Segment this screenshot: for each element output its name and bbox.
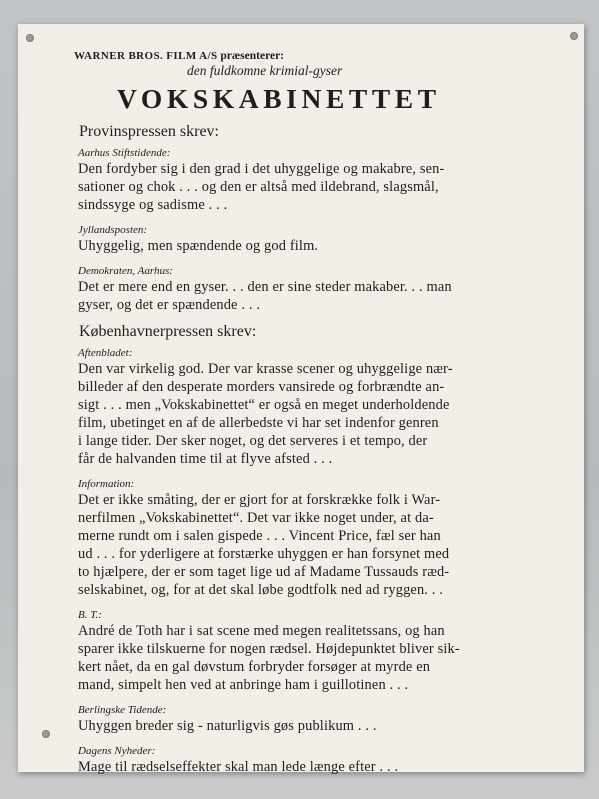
review-quote (78, 237, 560, 255)
quote-line: selskabinet, og, for at det skal løbe godtfolk ned ad ryggen. . . (78, 582, 444, 598)
review-quote (78, 758, 560, 776)
reviews-container (78, 122, 560, 776)
review-quote (78, 717, 560, 735)
pin-icon (570, 32, 578, 40)
quote-line: billeder af den desperate morders vansirede og forbrændte an- (78, 379, 445, 395)
review-quote (78, 491, 560, 599)
quote-line: sigt . . . men „Vokskabinettet“ er også en meget underholdende (78, 397, 450, 413)
review-source: B. T.: (78, 609, 102, 621)
quote-line: Mage til rædselseffekter skal man lede længe efter . . . (78, 759, 399, 775)
poster-title: VOKSKABINETTET (117, 83, 441, 114)
quote-line: film, ubetinget en af de allerbedste vi har set indenfor genren (78, 415, 439, 431)
review-quote (78, 622, 560, 694)
review-source: Aarhus Stiftstidende: (78, 147, 171, 159)
quote-line: ud . . . for yderligere at forstærke uhyggen er han forsynet med (78, 546, 450, 562)
review-source: Berlingske Tidende: (78, 704, 167, 716)
review-source: Demokraten, Aarhus: (78, 265, 173, 277)
review-source: Dagens Nyheder: (78, 745, 156, 757)
quote-line: Den var virkelig god. Der var krasse scener og uhyggelige nær- (78, 361, 453, 377)
quote-line: Den fordyber sig i den grad i det uhyggelige og makabre, sen- (78, 161, 445, 177)
review-quote (78, 160, 560, 214)
review-source: Information: (78, 478, 135, 490)
quote-line: sationer og chok . . . og den er altså med ildebrand, slagsmål, (78, 179, 439, 195)
review-quote (78, 360, 560, 468)
review-quote (78, 278, 560, 314)
presenter-suffix: præsenterer: (217, 50, 285, 62)
quote-line: Uhyggen breder sig - naturligvis gøs publikum . . . (78, 718, 377, 734)
section-heading: Provinspressen skrev: (79, 123, 219, 140)
quote-line: sindssyge og sadisme . . . (78, 197, 228, 213)
presenter-line (74, 49, 560, 63)
quote-line: Uhyggelig, men spændende og god film. (78, 238, 319, 254)
quote-line: Det er mere end en gyser. . . den er sine steder makaber. . . man (78, 279, 452, 295)
quote-line: kert nået, da en gal døvstum forbryder forsøger at myrde en (78, 659, 431, 675)
review-source: Aftenbladet: (78, 347, 133, 359)
section-heading: Københavnerpressen skrev: (79, 323, 257, 340)
presenter-name: WARNER BROS. FILM A/S (74, 50, 218, 62)
pin-icon (42, 730, 50, 738)
poster-subtitle: den fuldkomne krimial-gyser (187, 63, 343, 78)
quote-line: Det er ikke småting, der er gjort for at forskrække folk i War- (78, 492, 441, 508)
quote-line: får de halvanden time til at flyve afsted . . . (78, 451, 333, 467)
quote-line: gyser, og det er spændende . . . (78, 297, 261, 313)
quote-line: mand, simpelt hen ved at anbringe ham i guillotinen . . . (78, 677, 409, 693)
quote-line: to hjælpere, der er som taget lige ud af Madame Tussauds ræd- (78, 564, 450, 580)
review-source: Jyllandsposten: (78, 224, 148, 236)
quote-line: sparer ikke tilskuerne for nogen rædsel. Højdepunktet bliver sik- (78, 641, 460, 657)
quote-line: i lange tider. Der sker noget, og det serveres i et tempo, der (78, 433, 428, 449)
quote-line: André de Toth har i sat scene med megen realitetssans, og han (78, 623, 445, 639)
poster-sheet (18, 24, 584, 775)
quote-line: merne rundt om i salen gispede . . . Vincent Price, fæl ser han (78, 528, 441, 544)
quote-line: nerfilmen „Vokskabinettet“. Det var ikke noget under, at da- (78, 510, 434, 526)
pin-icon (26, 34, 34, 42)
